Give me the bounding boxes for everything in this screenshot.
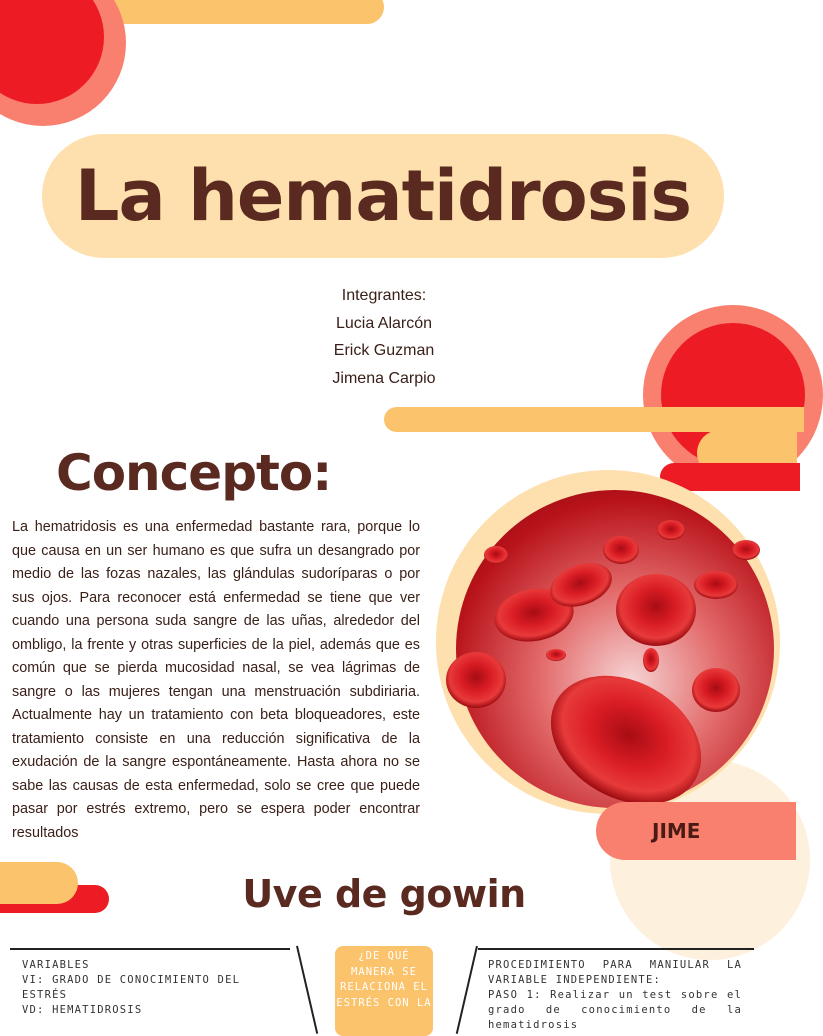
variable-dependent: VD: HEMATIDROSIS (22, 1004, 143, 1016)
gowin-v-diagonal-right (456, 946, 478, 1034)
gowin-variables (22, 958, 284, 1018)
gowin-focus-question (335, 946, 433, 1036)
gowin-heading: Uve de gowin (242, 872, 526, 916)
author-badge (596, 802, 796, 860)
gowin-v-diagonal-left (296, 946, 318, 1034)
procedure-heading: PROCEDIMIENTO PARA MANIULAR LA VARIABLE INDEPENDIENTE: (488, 959, 742, 986)
members-heading: Integrantes: (341, 287, 427, 304)
concept-heading: Concepto: (56, 444, 332, 502)
member-name: Jimena Carpio (332, 369, 436, 387)
procedure-step-1: PASO 1: Realizar un test sobre el grado de conocimiento de la hematidrosis (488, 989, 742, 1031)
decorative-bar-right-long (384, 407, 804, 432)
focus-question-text: ¿DE QUÉ MANERA SE RELACIONA EL ESTRÉS CON LA (336, 950, 432, 1009)
page-title: La hematidrosis (74, 155, 692, 237)
gowin-v-line-right (478, 948, 754, 950)
member-name: Lucia Alarcón (335, 314, 433, 332)
variable-independent: VI: GRADO DE CONOCIMIENTO DEL ESTRÉS (22, 974, 241, 1001)
author-badge-label: JIME (652, 819, 701, 843)
red-blood-cells-image (456, 490, 774, 808)
member-name: Erick Guzman (333, 342, 435, 359)
variables-heading: VARIABLES (22, 959, 90, 971)
gowin-procedure (488, 958, 742, 1031)
concept-paragraph: La hematridosis es una enfermedad bastante rara, porque lo que causa en un ser humano es que sufra un desangrado por medio de las fozas nazales, las glándulas sudoríparas o por sus ojos. Para reconocer está enfermedad se tiene que ver cuando una persona suda sangre de las uñas, alrededor del ombligo, la frente y otras superficies de la piel, además que es común que se pierda mucosidad nasal, se vea lágrimas de sangre o las mujeres tengan una menstruación subdiriaria. Actualmente hay un tratamiento con beta bloqueadores, este tratamiento consiste en una reducción significativa de la exudación de la sangre espontáneamente. Hasta ahora no se sabe las causas de esta enfermedad, solo se cree que puede pasar por estrés extremo, pero se espera poder encontrar resultados (12, 519, 420, 841)
title-banner (42, 134, 724, 258)
gowin-v-line-left (10, 948, 290, 950)
members-block (284, 282, 484, 392)
